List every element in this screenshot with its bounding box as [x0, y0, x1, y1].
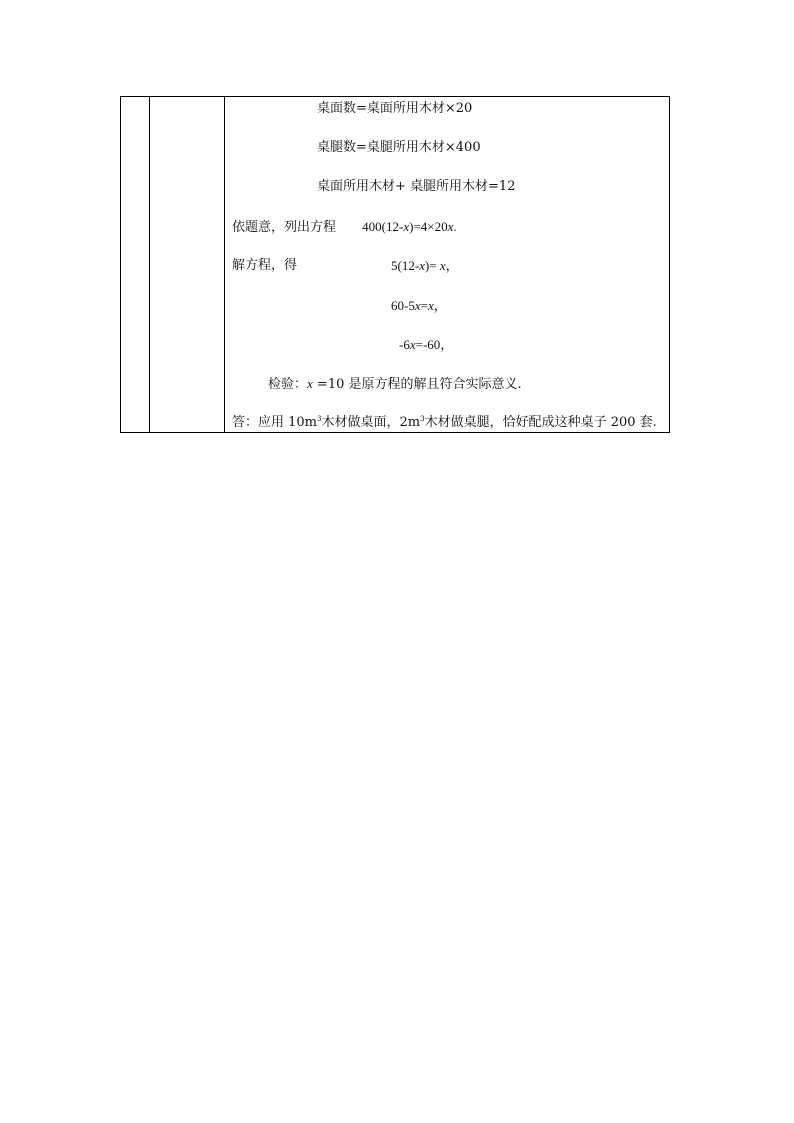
- check-text: =10 是原方程的解且符合实际意义.: [312, 377, 522, 392]
- relation-text-total: 桌面所用木材+ 桌腿所用木材=12: [317, 179, 516, 194]
- answer-line: 答：应用 $10m^3$木材做桌面，$2m^3$木材做桌腿，恰好配成这种桌子 200 套.: [232, 415, 657, 430]
- relation-text-desktop: 桌面数=桌面所用木材×20: [317, 101, 473, 116]
- relation-line-1: [317, 101, 472, 117]
- table-column-2: [150, 97, 225, 432]
- equation-line: [232, 219, 457, 236]
- solve-line: [232, 258, 297, 274]
- relation-line-3: [317, 179, 515, 195]
- equation-text: 400(12-x)=4×20x.: [362, 219, 457, 234]
- solve-step-1: 5(12-x)= x，: [391, 258, 459, 273]
- relation-text-legs: 桌腿数=桌腿所用木材×400: [317, 140, 481, 155]
- table-column-1: [121, 97, 150, 432]
- relation-line-2: [317, 140, 481, 156]
- check-label: 检验：: [268, 377, 308, 392]
- solution-table: [120, 96, 670, 433]
- equation-label: 依题意，列出方程: [232, 220, 337, 235]
- check-line: 检验：x =10 是原方程的解且符合实际意义.: [268, 376, 522, 392]
- solve-label: 解方程，得: [232, 258, 298, 273]
- table-column-content: [225, 97, 669, 432]
- solve-step-3: -6x=-60，: [399, 337, 454, 352]
- solve-step-2: 60-5x=x，: [391, 298, 447, 313]
